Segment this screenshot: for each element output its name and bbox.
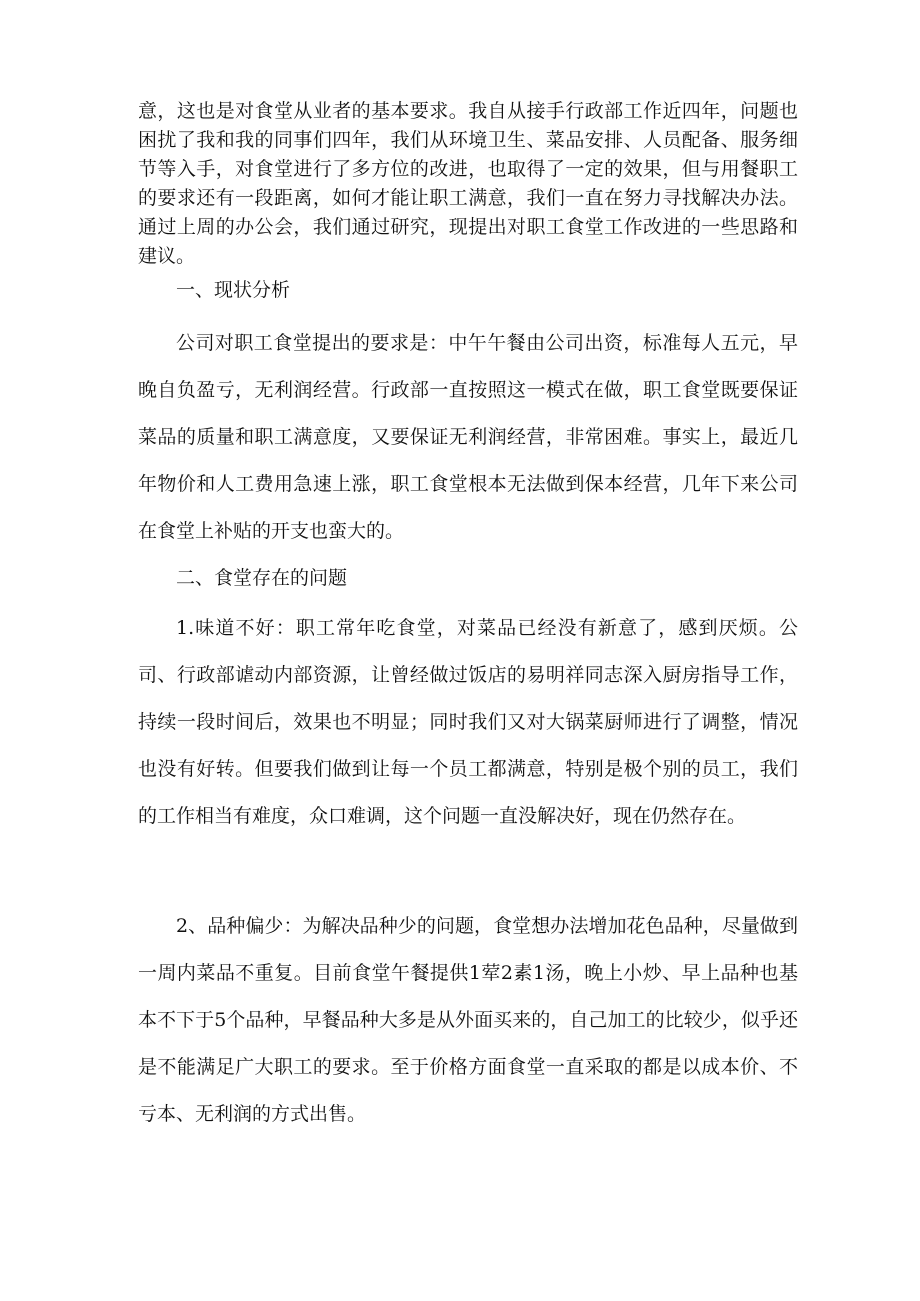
problem-taste-paragraph: 1.味道不好：职工常年吃食堂，对菜品已经没有新意了，感到厌烦。公司、行政部谑动内部资源，让曾经做过饭店的易明祥同志深入厨房指导工作，持续一段时间后，效果也不明显；同时我们又对大锅菜厨师进行了调整，情况也没有好转。但要我们做到让每一个员工都满意，特别是极个别的员工，我们的工作相当有难度，众口难调，这个问题一直没解决好，现在仍然存在。 [138,617,798,827]
intro-paragraph: 意，这也是对食堂从业者的基本要求。我自从接手行政部工作近四年，问题也困扰了我和我的同事们四年，我们从环境卫生、菜品安排、人员配备、服务细节等入手，对食堂进行了多方位的改进，也取得了一定的效果，但与用餐职工的要求还有一段距离，如何才能让职工满意，我们一直在努力寻找解决办法。通过上周的办公会，我们通过研究，现提出对职工食堂工作改进的一些思路和建议。 [138,100,798,267]
section-heading-canteen-problems: 二、食堂存在的问题 [176,567,348,589]
problem-variety-paragraph: 2、品种偏少：为解决品种少的问题，食堂想办法增加花色品种，尽量做到一周内菜品不重复。目前食堂午餐提供1荤2素1汤，晚上小炒、早上品种也基本不下于5个品种，早餐品种大多是从外面买来的，自己加工的比较少，似乎还是不能满足广大职工的要求。至于价格方面食堂一直采取的都是以成本价、不亏本、无利润的方式出售。 [138,915,798,1125]
status-analysis-paragraph: 公司对职工食堂提出的要求是：中午午餐由公司出资，标准每人五元，早晚自负盈亏，无利润经营。行政部一直按照这一模式在做，职工食堂既要保证菜品的质量和职工满意度，又要保证无利润经营，非常困难。事实上，最近几年物价和人工费用急速上涨，职工食堂根本无法做到保本经营，几年下来公司在食堂上补贴的开支也蛮大的。 [138,332,798,542]
section-heading-status-analysis: 一、现状分析 [176,279,291,301]
